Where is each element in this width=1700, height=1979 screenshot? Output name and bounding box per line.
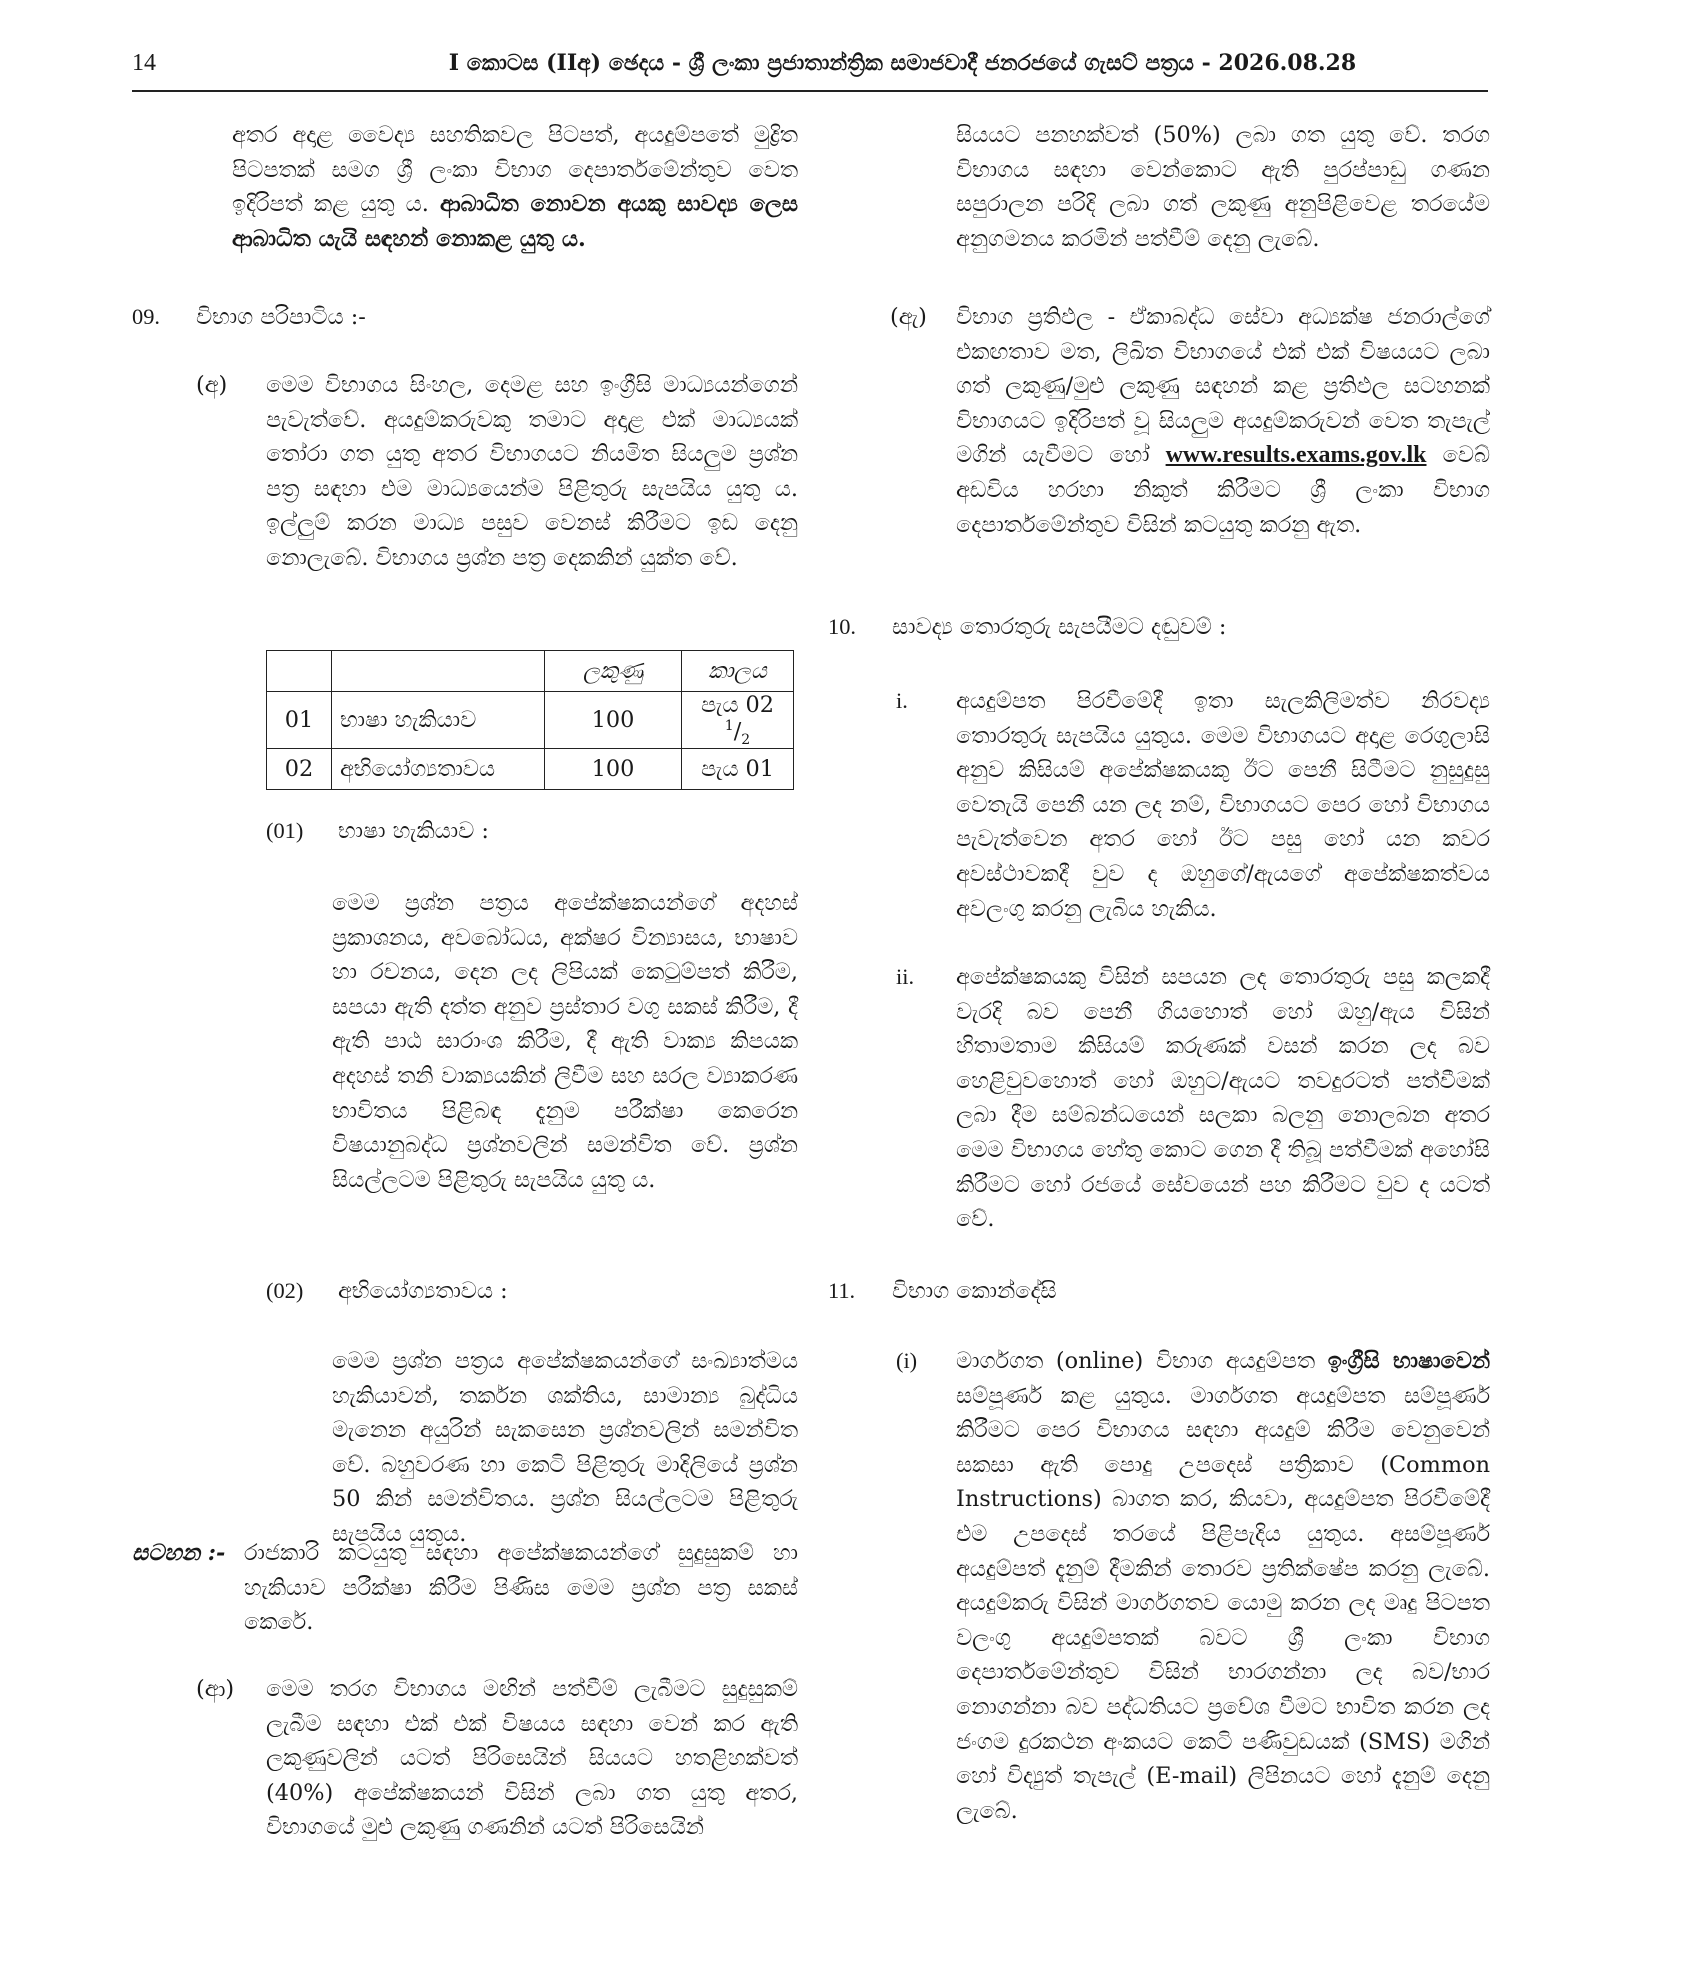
row-number: 01: [267, 692, 332, 749]
left-column: [132, 118, 798, 1948]
paper-01-title: භාෂා හැකියාව :: [338, 818, 489, 844]
row-subject: භාෂා හැකියාව: [332, 692, 545, 749]
table-header-cell: [332, 651, 545, 692]
table-row: [267, 748, 794, 789]
paper-02-paragraph: [332, 1344, 798, 1552]
paper-02-title: අභියෝග්‍යතාවය :: [338, 1278, 508, 1304]
item-aa-paragraph: [266, 1672, 798, 1845]
item-r1-text-a: මාර්ගගත (online) විභාග අයදුම්පත: [956, 1348, 1316, 1374]
item-i-paragraph: [956, 684, 1490, 926]
section-09-number: 09.: [132, 304, 160, 329]
note-label: සටහන :-: [132, 1540, 226, 1566]
item-r1-paragraph: [956, 1344, 1490, 1828]
paper-02-text: මෙම ප්‍රශ්න පත්‍රය අපේක්ෂකයන්ගේ සංඛ්‍යාත්මය හැකියාවන්, තර්කන ශක්තිය, සාමාන්‍ය බුද්ධිය මැනෙන අයුරින් සැකසෙන ප්‍රශ්නවලින් සමන්විත වේ. බහුවරණ හා කෙටි පිළිතුරු මාදිලියේ ප්‍රශ්න 50 කින් සමන්විතය. ප්‍රශ්න සියල්ලටම පිළිතුරු සැපයිය යුතුය.: [332, 1348, 798, 1547]
paper-01-paragraph: [332, 886, 798, 1197]
item-aa-text: මෙම තරග විභාගය මඟින් පත්වීම් ලැබීමට සුදුසුකම් ලැබීම සඳහා එක් එක් විෂයය සඳහා වෙන් කර ඇති ලකුණුවලින් යටත් පිරිසෙයින් සියයට හතළිහක්වත් (40%) අපේක්ෂකයන් විසින් ලබා ගත යුතු අතර, විභාගයේ මුළු ලකුණු ගණනින් යටත් පිරිසෙයින්: [266, 1676, 798, 1841]
item-a-paragraph: [266, 368, 798, 576]
paper-01-number: (01): [266, 818, 304, 843]
intro-text: අතර අදාළ වෛද්‍ය සහතිකවල පිටපත්, අයදුම්පතේ මුද්‍රිත පිටපතක් සමග ශ්‍රී ලංකා විභාග දෙපාර්තමේන්තුව වෙත ඉදිරිපත් කළ යුතු ය.: [232, 122, 798, 218]
right-column: [828, 118, 1490, 1948]
table-header-time: කාලය: [682, 651, 794, 692]
item-ii-text: අපේක්ෂකයකු විසින් සපයන ලද තොරතුරු පසු කලකදී වැරදි බව පෙනී ගියහොත් හෝ ඔහු/ඇය විසින් හිතාමතාම කිසියම් කරුණක් වසන් කරන ලද බව හෙළිවුවහොත් හෝ ඔහුට/ඇයට තවදුරටත් පත්වීමක් ලබා දීම සම්බන්ධයෙන් සලකා බලනු නොලබන අතර මෙම විභාගය හේතු කොට ගෙන දී තිබූ පත්වීමක් අහෝසි කිරීමට හෝ රජයේ සේවයෙන් පහ කිරීමට වුව ද යටත් වේ.: [956, 964, 1490, 1233]
row-time-text: පැය 02: [700, 692, 775, 718]
intro-paragraph: [232, 118, 798, 256]
item-r1-text-b: සම්පූර්ණ කළ යුතුය. මාර්ගගත අයදුම්පත සම්පූර්ණ කිරීමට පෙර විභාගය සඳහා අයදුම් කිරීම වෙනුවෙන් සකසා ඇති පොදු උපදෙස් පත්‍රිකාව (Common Instructions) බාගත කර, කියවා, අයදුම්පත පිරවීමේදී එම උපදෙස් තරයේ පිළිපැදිය යුතුය. අසම්පූර්ණ අයදුම්පත් දැනුම් දීමකින් තොරව ප්‍රතික්ෂේප කරනු ලැබේ. අයදුම්කරු විසින් මාර්ගගතව යොමු කරන ලද මෘදු පිටපත වලංගු අයදුම්පතක් බවට ශ්‍රී ලංකා විභාග දෙපාර්තමේන්තුව විසින් භාරගන්නා ලද බව/භාර නොගන්නා බව පද්ධතියට ප්‍රවේශ වීමට භාවිත කරන ලද ජංගම දුරකථන අංකයට කෙටි පණිවුඩයක් (SMS) මගින් හෝ විද්‍යුත් තැපැල් (E-mail) ලිපිනයට හෝ දැනුම් දෙනු ලැබේ.: [956, 1382, 1490, 1824]
section-11-title: විභාග කොන්දේසි: [892, 1278, 1057, 1304]
item-ae-label: (ඇ): [890, 304, 927, 330]
row-time: පැය 01: [682, 748, 794, 789]
item-ae-paragraph: [956, 300, 1490, 542]
continued-paragraph: [956, 118, 1490, 256]
note-text: රාජකාරි කටයුතු සඳහා අපේක්ෂකයන්ගේ සුදුසුකම් හා හැකියාව පරීක්ෂා කිරීම පිණිස මෙම ප්‍රශ්න පත්‍ර සකස් කෙරේ.: [244, 1540, 798, 1636]
item-i-text: අයදුම්පත පිරවීමේදී ඉතා සැලකිලිමත්ව නිරවද්‍ය තොරතුරු සැපයිය යුතුය. මෙම විභාගයට අදාළ රෙගුලාසි අනුව කිසියම් අපේක්ෂකයකු ඊට පෙනී සිටීමට නුසුදුසු වෙතැයි පෙනී යන ලද නම්, විභාගයට පෙර හෝ විභාගය පැවැත්වෙන අතර හෝ ඊට පසු හෝ යන කවර අවස්ථාවකදී වුව ද ඔහුගේ/ඇයගේ අපේක්ෂකත්වය අවලංගු කරනු ලැබිය හැකිය.: [956, 688, 1490, 922]
item-r1-bold: ඉංග්‍රීසි භාෂාවෙන්: [1327, 1348, 1491, 1374]
item-i-label: i.: [896, 688, 908, 713]
item-ae-text-1: විභාග ප්‍රතිඵල - ඒකාබද්ධ සේවා අධ්‍යක්ෂ ජනරාල්ගේ එකඟතාව මත, ලිඛිත විභාගයේ එක් එක් විෂයයට ලබා ගත් ලකුණු/මුළු ලකුණු සඳහන් කළ ප්‍රතිඵල සටහනක් විභාගයට ඉදිරිපත් වූ සියලුම අයදුම්කරුවන් වෙත තැපැල් මගින් යැවීමට හෝ: [956, 304, 1490, 469]
row-marks: 100: [545, 748, 682, 789]
section-10-number: 10.: [828, 614, 856, 639]
results-website-link[interactable]: www.results.exams.gov.lk: [1165, 442, 1427, 469]
section-10-title: සාවද්‍ය තොරතුරු සැපයීමට දඬුවම් :: [892, 614, 1227, 640]
item-ae-text-2: වෙබ් අඩවිය හරහා නිකුත් කිරීමට ශ්‍රී ලංකා විභාග දෙපාර්තමේන්තුව විසින් කටයුතු කරනු ඇත.: [956, 442, 1490, 538]
note-paragraph: [132, 1536, 798, 1640]
fraction-denominator: 2: [741, 731, 751, 748]
section-11-number: 11.: [828, 1278, 856, 1303]
item-aa-label: (ආ): [196, 1676, 235, 1702]
row-number: 02: [267, 748, 332, 789]
section-09-title: විභාග පරිපාටිය :-: [196, 304, 366, 330]
item-ii-paragraph: [956, 960, 1490, 1237]
paper-02-number: (02): [266, 1278, 304, 1303]
item-ii-label: ii.: [896, 964, 915, 989]
exam-papers-table: [266, 650, 794, 790]
row-marks: 100: [545, 692, 682, 749]
row-time: පැය 02 $^1/_2$: [682, 692, 794, 749]
item-a-text: මෙම විභාගය සිංහල, දෙමළ සහ ඉංග්‍රීසි මාධ්‍යයන්ගෙන් පැවැත්වේ. අයදුම්කරුවකු තමාට අදාළ එක් මාධ්‍යයක් තෝරා ගත යුතු අතර විභාගයට නියමිත සියලුම ප්‍රශ්න පත්‍ර සඳහා එම මාධ්‍යයෙන්ම පිළිතුරු සැපයිය යුතු ය. ඉල්ලුම් කරන මාධ්‍ය පසුව වෙනස් කිරීමට ඉඩ දෙනු නොලැබේ. විභාගය ප්‍රශ්න පත්‍ර දෙකකින් යුක්ත වේ.: [266, 372, 798, 571]
fraction-numerator: 1: [724, 718, 734, 734]
gazette-header: [132, 50, 1488, 92]
table-header-row: [267, 651, 794, 692]
page-number: 14: [132, 50, 156, 76]
table-row: [267, 692, 794, 749]
continued-text: සියයට පනහක්වත් (50%) ලබා ගත යුතු වේ. තරග විභාගය සඳහා වෙන්කොට ඇති පුරප්පාඩු ගණන සපුරාලන පරිදි ලබා ගත් ලකුණු අනුපිළිවෙළ තරයේම අනුගමනය කරමින් පත්වීම් දෙනු ලැබේ.: [956, 122, 1490, 252]
table-header-cell: [267, 651, 332, 692]
item-a-label: (අ): [196, 372, 228, 398]
table-header-marks: ලකුණු: [545, 651, 682, 692]
item-r1-label: (i): [896, 1348, 918, 1373]
paper-01-text: මෙම ප්‍රශ්න පත්‍රය අපේක්ෂකයන්ගේ අදහස් ප්‍රකාශනය, අවබෝධය, අක්ෂර වින්‍යාසය, භාෂාව හා රචනය, දෙන ලද ලිපියක් කෙටුම්පත් කිරීම, සපයා ඇති දත්ත අනුව ප්‍රස්තාර වගු සකස් කිරීම, දී ඇති පාඨ සාරාංශ කිරීම, දී ඇති වාක්‍ය කිපයක අදහස් තනි වාක්‍යයකින් ලිවීම සහ සරල ව්‍යාකරණ භාවිතය පිළිබඳ දැනුම පරීක්ෂා කෙරෙන විෂයානුබද්ධ ප්‍රශ්නවලින් සමන්විත වේ. ප්‍රශ්න සියල්ලටම පිළිතුරු සැපයිය යුතු ය.: [332, 890, 798, 1193]
row-subject: අභියෝග්‍යතාවය: [332, 748, 545, 789]
gazette-title: I කොටස (IIඅ) ඡෙදය - ශ්‍රී ලංකා ප්‍රජාතාන්ත්‍රික සමාජවාදී ජනරජයේ ගැසට් පත්‍රය - 2026.08.28: [448, 50, 1357, 76]
intro-bold-text: ආබාධිත නොවන අයකු සාවද්‍ය ලෙස ආබාධිත යැයි සඳහන් නොකළ යුතු ය.: [232, 191, 798, 252]
